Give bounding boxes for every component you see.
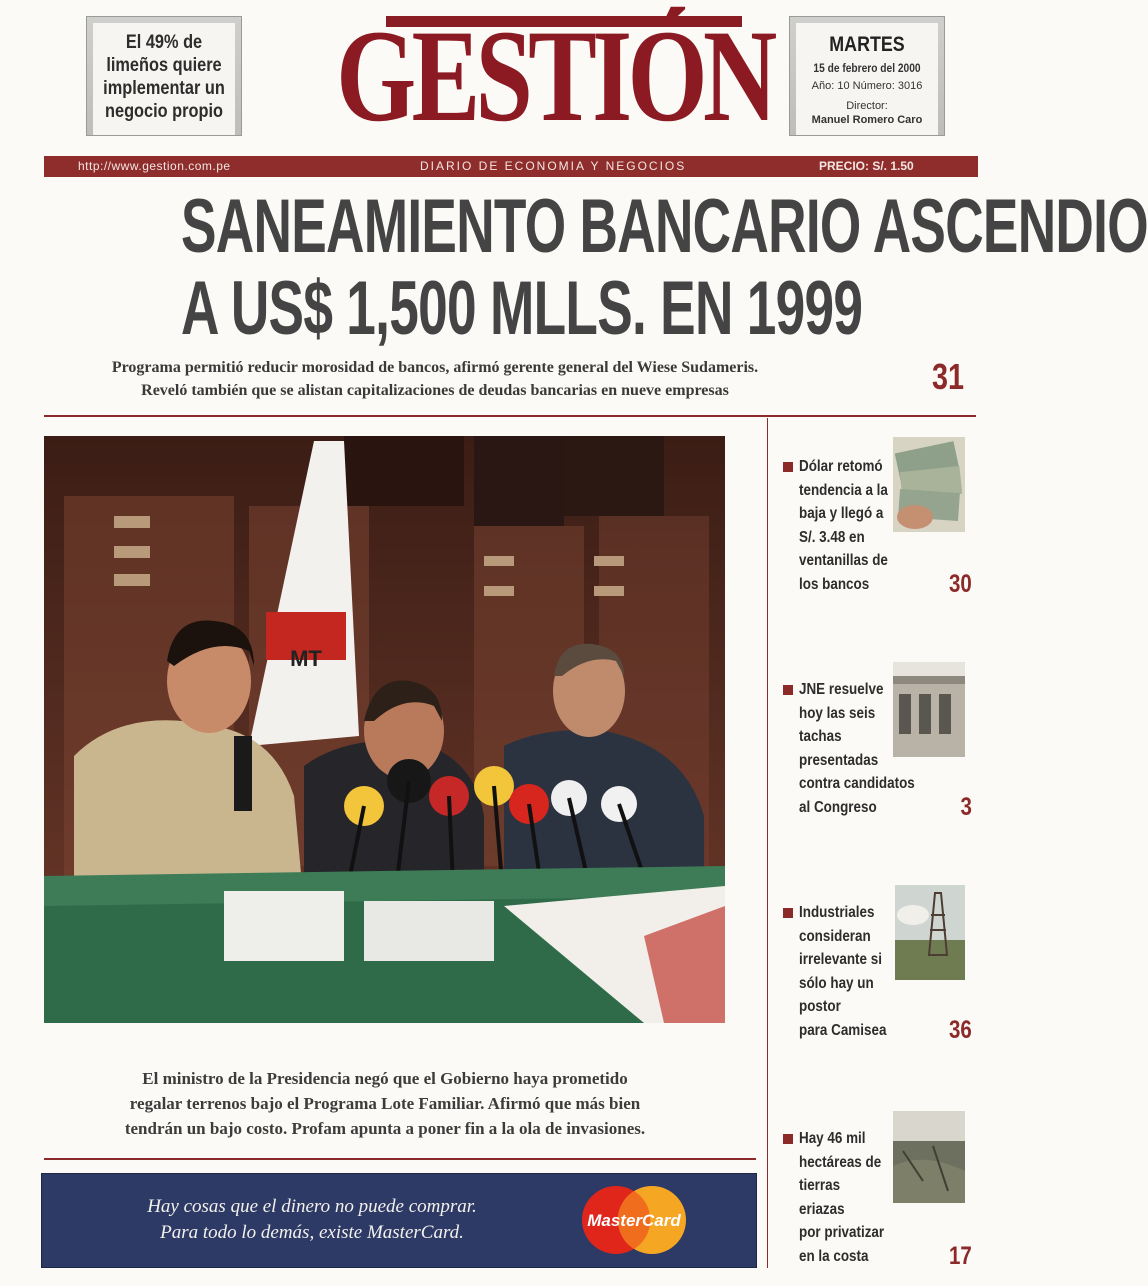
teaser-page-number: 3 xyxy=(960,793,972,821)
mastercard-logo-icon xyxy=(578,1184,690,1256)
bullet-icon xyxy=(783,1134,793,1144)
flag-logo-text: MT xyxy=(290,646,322,671)
bullet-icon xyxy=(783,908,793,918)
building-thumbnail xyxy=(893,662,965,757)
info-band xyxy=(44,156,978,177)
top-teaser-text: El 49% de limeños quiere implementar un negocio propio xyxy=(103,32,225,122)
ad-divider xyxy=(44,1158,756,1160)
director-label: Director: xyxy=(846,100,888,112)
headline-deck: Programa permitió reducir morosidad de bancos, afirmó gerente general del Wiese Sudameris. Reveló también que se alistan capitalizaciones de deudas bancarias en nueve empresas xyxy=(111,359,759,399)
main-headline[interactable] xyxy=(40,184,1148,351)
headline-line-1: SANEAMIENTO BANCARIO ASCENDIO xyxy=(181,184,1148,269)
bullet-icon xyxy=(783,462,793,472)
desert-land-thumbnail xyxy=(893,1111,965,1203)
dollar-bills-thumbnail xyxy=(893,437,965,532)
issue-date: 15 de febrero del 2000 xyxy=(813,61,921,75)
top-teaser-box[interactable] xyxy=(86,16,242,136)
section-divider xyxy=(44,415,976,417)
price-label: PRECIO: S/. 1.50 xyxy=(819,159,914,173)
sidebar-teaser-tierras[interactable]: Hay 46 mil hectáreas de tierras eriazas por privatizar en la costa 17 xyxy=(780,1127,980,1277)
director-name: Manuel Romero Caro xyxy=(811,114,923,126)
sidebar-teaser-dollar[interactable]: Dólar retomó tendencia a la baja y llegó a S/. 3.48 en ventanillas de los bancos 30 xyxy=(780,455,980,605)
bullet-icon xyxy=(783,685,793,695)
sidebar-teaser-jne[interactable]: JNE resuelve hoy las seis tachas presentadas contra candidatos al Congreso 3 xyxy=(780,678,980,828)
issue-year-number: Año: 10 Número: 3016 xyxy=(811,80,923,92)
teaser-page-number: 30 xyxy=(949,570,972,598)
sidebar-teaser-camisea[interactable]: Industriales consideran irrelevante si sólo hay un postor para Camisea 36 xyxy=(780,901,980,1051)
teaser-page-number: 17 xyxy=(949,1242,972,1270)
headline-line-2: A US$ 1,500 MLLS. EN 1999 xyxy=(181,266,863,351)
gas-field-thumbnail xyxy=(895,885,965,980)
photo-illustration xyxy=(44,436,725,1023)
deck-page-number[interactable]: 31 xyxy=(932,356,965,397)
svg-text:MasterCard: MasterCard xyxy=(587,1211,681,1230)
press-conference-photo[interactable] xyxy=(44,436,725,1023)
photo-caption: El ministro de la Presidencia negó que el Gobierno haya prometido regalar terrenos bajo el Programa Lote Familiar. Afirmó que más bien tendrán un bajo costo. Profam apunta a poner fin a la ola de invasiones. xyxy=(124,1069,646,1138)
website-link[interactable]: http://www.gestion.com.pe xyxy=(78,159,231,173)
ad-copy: Hay cosas que el dinero no puede comprar. Para todo lo demás, existe MasterCard. xyxy=(147,1196,477,1243)
teaser-page-number: 36 xyxy=(949,1016,972,1044)
mastercard-ad[interactable] xyxy=(41,1173,757,1268)
tagline: DIARIO DE ECONOMIA Y NEGOCIOS xyxy=(420,159,687,173)
column-divider xyxy=(767,418,768,1268)
masthead-logo: GESTIÓN xyxy=(336,2,773,149)
issue-info-box xyxy=(789,16,945,136)
issue-day: MARTES xyxy=(829,33,905,56)
